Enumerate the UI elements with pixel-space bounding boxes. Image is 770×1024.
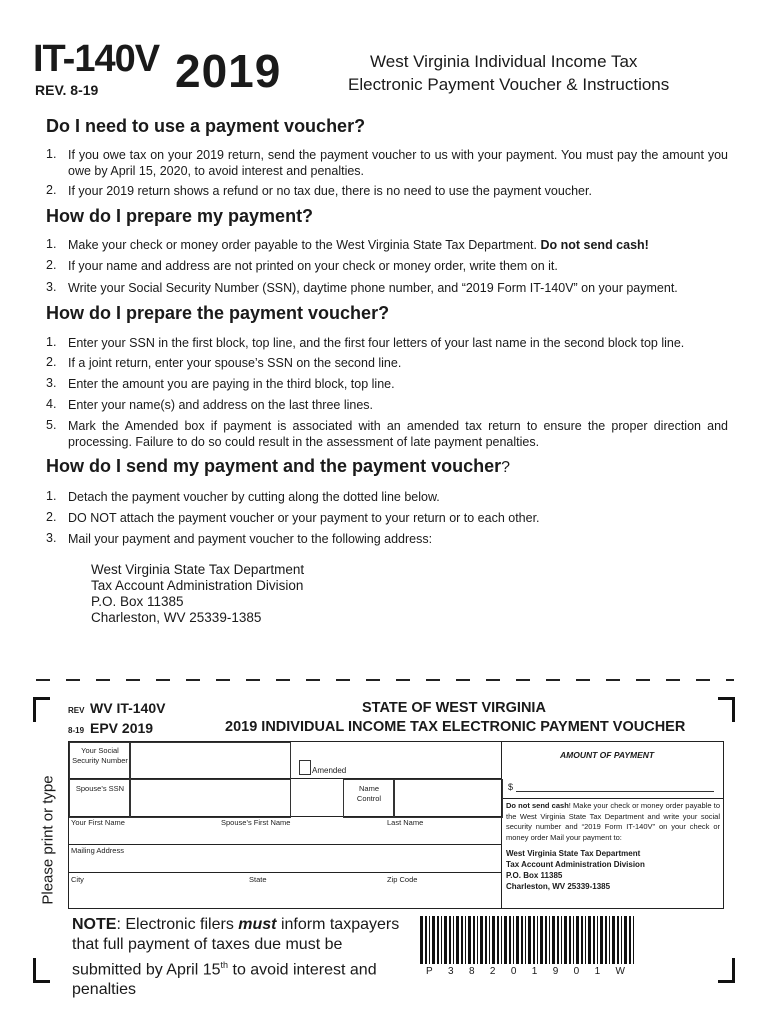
section-heading-text: How do I send my payment and the payment voucher <box>46 456 502 476</box>
barcode-bar <box>489 916 490 964</box>
voucher-address <box>506 848 645 892</box>
amended-checkbox[interactable] <box>299 760 311 775</box>
barcode-digits <box>426 966 626 977</box>
section-heading-prepare-voucher: How do I prepare the payment voucher? <box>46 303 390 323</box>
barcode-digit: 2 <box>489 966 497 977</box>
barcode-digit: 3 <box>448 966 455 977</box>
note-emphasis: must <box>238 916 277 933</box>
note-text: inform taxpayers that full payment of taxes due must be submitted by April 15 <box>72 916 400 979</box>
barcode-digit: W <box>615 966 626 977</box>
notice-bold: Do not send cash <box>506 801 569 810</box>
address-line: Tax Account Administration Division <box>506 860 645 869</box>
barcode-bar <box>609 916 610 964</box>
section-heading-prepare-payment: How do I prepare my payment? <box>46 206 314 226</box>
name-control-label: Name Control <box>356 784 382 803</box>
spouse-ssn-label: Spouse’s SSN <box>75 784 125 793</box>
barcode-bar <box>597 916 598 964</box>
amount-heading: AMOUNT OF PAYMENT <box>560 750 655 760</box>
address-line: Charleston, WV 25339-1385 <box>506 882 611 891</box>
note-sup: th <box>220 960 229 970</box>
voucher-code: EPV 2019 <box>90 720 154 736</box>
list-number: 1. <box>46 335 57 349</box>
barcode-bar <box>540 916 543 964</box>
notice-text: ! Make your check or money order payable to the West Virginia State Tax Department and write your social security number and “2019 Form IT-140V” on your check or money order Mail your payment to: <box>506 801 720 842</box>
print-or-type-text: Please print or type <box>39 775 57 905</box>
spouse-first-name-label: Spouse’s First Name <box>221 818 291 827</box>
list-number: 2. <box>46 183 57 197</box>
barcode-bar <box>432 916 435 964</box>
divider <box>501 798 723 799</box>
list-number: 3. <box>46 376 57 390</box>
dollar-sign: $ <box>508 782 514 792</box>
barcode-digit: 0 <box>573 966 581 977</box>
barcode-bar <box>425 916 427 964</box>
barcode-bar <box>593 916 595 964</box>
list-item: If your name and address are not printed on your check or money order, write them on it. <box>68 259 558 273</box>
barcode-bar <box>497 916 499 964</box>
barcode-bar <box>552 916 555 964</box>
list-number: 3. <box>46 531 57 545</box>
barcode <box>420 916 638 964</box>
barcode-bar <box>492 916 495 964</box>
barcode-bar <box>516 916 519 964</box>
mailing-address-input[interactable] <box>70 854 500 871</box>
no-cash-warning: Do not send cash! <box>540 238 649 252</box>
list-number: 3. <box>46 280 57 294</box>
barcode-digit: 1 <box>531 966 539 977</box>
barcode-bar <box>600 916 603 964</box>
name-control-input[interactable] <box>393 779 503 818</box>
voucher-rev-label: REV <box>68 706 85 715</box>
corner-mark <box>33 958 50 983</box>
spouse-ssn-input[interactable] <box>129 779 291 818</box>
list-item: Enter your SSN in the first block, top line, and the first four letters of your last name in the second block top line. <box>68 336 685 350</box>
barcode-bar <box>477 916 478 964</box>
barcode-bar <box>533 916 535 964</box>
amount-input[interactable] <box>516 791 714 792</box>
barcode-bar <box>581 916 583 964</box>
amended-label: Amended <box>312 766 347 775</box>
corner-mark <box>718 958 735 983</box>
payment-notice <box>506 801 720 843</box>
barcode-bar <box>468 916 471 964</box>
revision-date: REV. 8-19 <box>35 82 99 98</box>
voucher-state: STATE OF WEST VIRGINIA <box>362 700 546 716</box>
list-item-text: Make your check or money order payable to the West Virginia State Tax Department. <box>68 238 537 252</box>
divider <box>69 872 501 873</box>
barcode-bar <box>624 916 627 964</box>
barcode-bar <box>437 916 439 964</box>
barcode-bar <box>621 916 622 964</box>
section-heading-tail: ? <box>501 459 510 476</box>
barcode-digit: 1 <box>594 966 602 977</box>
list-item: Write your Social Security Number (SSN), daytime phone number, and “2019 Form IT-140V” on your payment. <box>68 281 678 295</box>
list-item: DO NOT attach the payment voucher or your payment to your return or to each other. <box>68 511 540 525</box>
corner-mark <box>33 697 50 722</box>
form-title-line2: Electronic Payment Voucher & Instructions <box>348 75 670 94</box>
barcode-bar <box>545 916 547 964</box>
form-title-line1: West Virginia Individual Income Tax <box>370 52 638 71</box>
mailing-address-label: Mailing Address <box>71 846 124 855</box>
barcode-bar <box>549 916 550 964</box>
barcode-bar <box>573 916 574 964</box>
voucher-form-id: WV IT-140V <box>90 700 166 716</box>
voucher-title: 2019 INDIVIDUAL INCOME TAX ELECTRONIC PAYMENT VOUCHER <box>225 719 686 735</box>
list-item: Mail your payment and payment voucher to the following address: <box>68 532 433 546</box>
list-number: 5. <box>46 418 57 432</box>
barcode-bar <box>521 916 523 964</box>
section-heading-need-voucher: Do I need to use a payment voucher? <box>46 116 366 136</box>
barcode-bar <box>564 916 567 964</box>
address-line: West Virginia State Tax Department <box>91 562 305 577</box>
state-label: State <box>249 875 267 884</box>
barcode-bar <box>617 916 619 964</box>
tax-year: 2019 <box>175 45 282 97</box>
spouse-ssn-label-box <box>69 779 131 818</box>
list-item: Mark the Amended box if payment is associated with an amended tax return to ensure the proper direction and processing. Failure to do so could result in the assessment of late payment penalties. <box>68 419 728 449</box>
divider <box>69 844 501 845</box>
city-state-zip-input[interactable] <box>70 883 500 905</box>
barcode-bar <box>501 916 502 964</box>
barcode-bar <box>605 916 607 964</box>
last-name-label: Last Name <box>387 818 424 827</box>
voucher-rev-date: 8-19 <box>68 726 85 735</box>
ssn-input[interactable] <box>129 742 291 780</box>
address-line: P.O. Box 11385 <box>91 594 184 609</box>
barcode-digit: 9 <box>552 966 560 977</box>
barcode-digit: P <box>426 966 434 977</box>
barcode-bar <box>485 916 487 964</box>
barcode-bar <box>480 916 483 964</box>
list-item: Enter the amount you are paying in the third block, top line. <box>68 377 395 391</box>
barcode-bar <box>557 916 559 964</box>
print-or-type-label <box>36 760 60 920</box>
barcode-bar <box>420 916 423 964</box>
list-item: If a joint return, enter your spouse’s SSN on the second line. <box>68 356 402 370</box>
barcode-bar <box>629 916 631 964</box>
barcode-bar <box>576 916 579 964</box>
address-line: West Virginia State Tax Department <box>506 849 641 858</box>
address-line: Charleston, WV 25339-1385 <box>91 610 262 625</box>
list-number: 2. <box>46 355 57 369</box>
cut-line <box>36 679 734 681</box>
list-item: Detach the payment voucher by cutting along the dotted line below. <box>68 490 440 504</box>
list-number: 4. <box>46 397 57 411</box>
electronic-filers-note <box>72 915 412 1000</box>
list-item <box>68 237 728 253</box>
form-id: IT-140V <box>33 38 160 80</box>
note-text: : Electronic filers <box>116 916 239 933</box>
list-item: Enter your name(s) and address on the last three lines. <box>68 398 374 412</box>
address-line: Tax Account Administration Division <box>91 578 304 593</box>
barcode-bar <box>528 916 531 964</box>
barcode-bar <box>509 916 511 964</box>
barcode-bar <box>473 916 475 964</box>
barcode-bar <box>585 916 586 964</box>
barcode-bar <box>441 916 442 964</box>
divider <box>501 742 502 908</box>
barcode-bar <box>588 916 591 964</box>
list-number: 1. <box>46 237 57 251</box>
barcode-bar <box>561 916 562 964</box>
barcode-bar <box>429 916 430 964</box>
list-number: 2. <box>46 258 57 272</box>
list-item: If you owe tax on your 2019 return, send the payment voucher to us with your payment. You must pay the amount you owe by April 15, 2020, to avoid interest and penalties. <box>68 148 728 178</box>
ssn-label: Your Social Security Number <box>72 746 128 765</box>
zip-code-label: Zip Code <box>387 875 418 884</box>
barcode-bar <box>465 916 466 964</box>
first-name-label: Your First Name <box>71 818 125 827</box>
barcode-bar <box>449 916 451 964</box>
barcode-bar <box>525 916 526 964</box>
name-input[interactable] <box>70 826 500 843</box>
list-item: If your 2019 return shows a refund or no tax due, there is no need to use the payment voucher. <box>68 184 592 198</box>
ssn-label-box <box>69 742 131 780</box>
barcode-bar <box>444 916 447 964</box>
corner-mark <box>718 697 735 722</box>
barcode-bar <box>504 916 507 964</box>
note-label: NOTE <box>72 916 117 933</box>
barcode-digit: 8 <box>468 966 476 977</box>
city-label: City <box>71 875 84 884</box>
barcode-bar <box>453 916 454 964</box>
barcode-digit: 0 <box>510 966 518 977</box>
barcode-bar <box>569 916 571 964</box>
list-number: 1. <box>46 147 57 161</box>
section-heading-send-payment <box>46 456 510 477</box>
list-number: 2. <box>46 510 57 524</box>
list-number: 1. <box>46 489 57 503</box>
barcode-bar <box>537 916 538 964</box>
barcode-bar <box>612 916 615 964</box>
address-line: P.O. Box 11385 <box>506 871 563 880</box>
note-text: to avoid interest and penalties <box>72 961 377 999</box>
barcode-bar <box>456 916 459 964</box>
barcode-bar <box>461 916 463 964</box>
name-control-label-box <box>343 779 395 818</box>
barcode-bar <box>513 916 514 964</box>
barcode-bar <box>633 916 634 964</box>
